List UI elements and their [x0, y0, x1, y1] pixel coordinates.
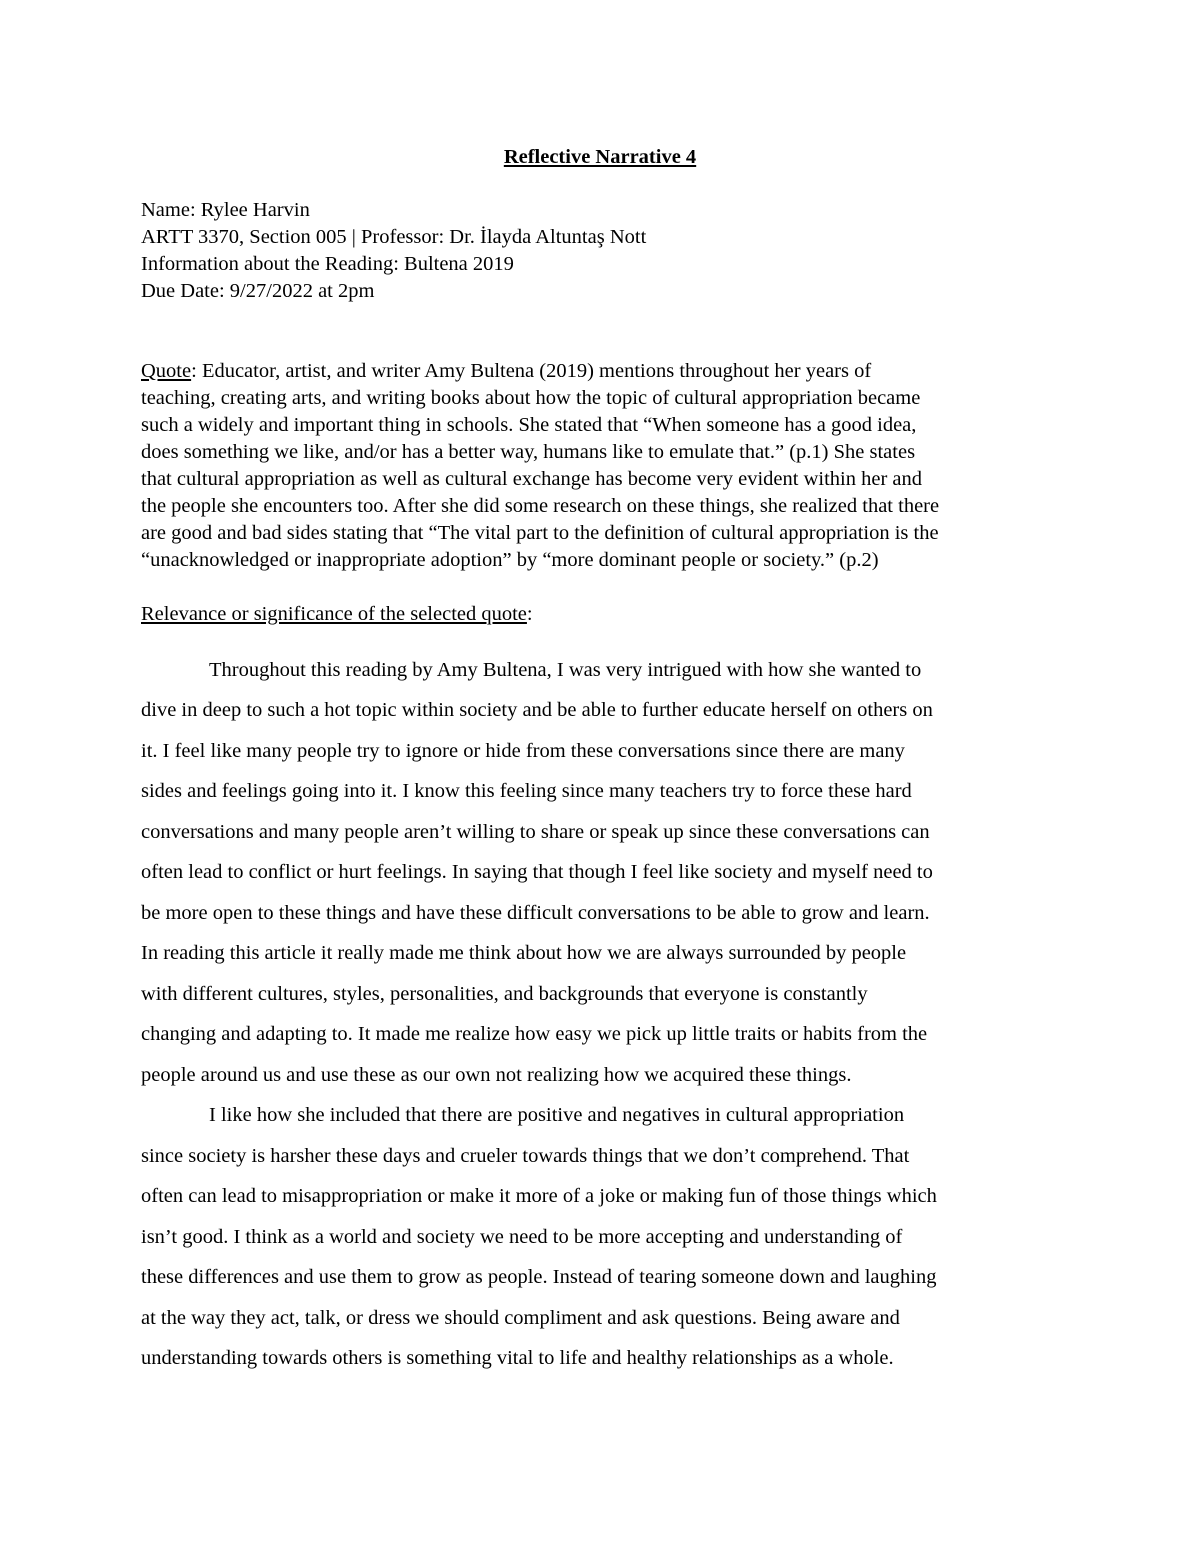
quote-line: the people she encounters too. After she did some research on these things, she realized that there — [141, 495, 940, 517]
body-line: these differences and use them to grow as people. Instead of tearing someone down and laughing — [141, 1266, 937, 1288]
body-line: since society is harsher these days and crueler towards things that we don’t comprehend. That — [141, 1145, 910, 1167]
quote-line: that cultural appropriation as well as cultural exchange has become very evident within her and — [141, 468, 922, 490]
header-course-line: ARTT 3370, Section 005 | Professor: Dr. İlayda Altuntaş Nott — [141, 226, 647, 248]
quote-label: Quote — [141, 360, 192, 382]
header-name-line: Name: Rylee Harvin — [141, 199, 310, 221]
relevance-heading — [141, 601, 1061, 627]
quote-line: teaching, creating arts, and writing books about how the topic of cultural appropriation became — [141, 387, 921, 409]
body-line: with different cultures, styles, personalities, and backgrounds that everyone is constantly — [141, 983, 868, 1005]
body-line: be more open to these things and have these difficult conversations to be able to grow and learn. — [141, 902, 930, 924]
body-line: often can lead to misappropriation or make it more of a joke or making fun of those things which — [141, 1185, 937, 1207]
quote-line: are good and bad sides stating that “The vital part to the definition of cultural appropriation is the — [141, 522, 939, 544]
body-line: people around us and use these as our own not realizing how we acquired these things. — [141, 1064, 852, 1086]
body-line: often lead to conflict or hurt feelings. In saying that though I feel like society and myself need to — [141, 861, 933, 883]
quote-text-first: Educator, artist, and writer Amy Bultena (2019) mentions throughout her years of — [196, 360, 872, 382]
quote-label-suffix: : — [191, 360, 197, 382]
body-line: In reading this article it really made me think about how we are always surrounded by people — [141, 942, 907, 964]
body-line: at the way they act, talk, or dress we should compliment and ask questions. Being aware and — [141, 1307, 900, 1329]
header-reading-line: Information about the Reading: Bultena 2019 — [141, 253, 514, 275]
body-line: understanding towards others is something vital to life and healthy relationships as a whole. — [141, 1347, 894, 1369]
body-line: Throughout this reading by Amy Bultena, I was very intrigued with how she wanted to — [209, 659, 922, 681]
relevance-heading-suffix: : — [526, 603, 533, 625]
relevance-heading-text: Relevance or significance of the selected quote — [141, 603, 527, 625]
body-line: I like how she included that there are positive and negatives in cultural appropriation — [209, 1104, 905, 1126]
document-title: Reflective Narrative 4 — [503, 146, 697, 168]
body-line: it. I feel like many people try to ignore or hide from these conversations since there are many — [141, 740, 905, 762]
quote-line: such a widely and important thing in schools. She stated that “When someone has a good idea, — [141, 414, 917, 436]
quote-line — [141, 358, 1061, 384]
header-due-date-line: Due Date: 9/27/2022 at 2pm — [141, 280, 375, 302]
body-line: dive in deep to such a hot topic within society and be able to further educate herself on others on — [141, 699, 933, 721]
body-line: isn’t good. I think as a world and society we need to be more accepting and understanding of — [141, 1226, 903, 1248]
quote-line: does something we like, and/or has a better way, humans like to emulate that.” (p.1) She states — [141, 441, 916, 463]
body-line: conversations and many people aren’t willing to share or speak up since these conversations can — [141, 821, 930, 843]
body-line: changing and adapting to. It made me realize how easy we pick up little traits or habits from the — [141, 1023, 928, 1045]
body-line: sides and feelings going into it. I know this feeling since many teachers try to force these hard — [141, 780, 912, 802]
quote-line: “unacknowledged or inappropriate adoption” by “more dominant people or society.” (p.2) — [141, 549, 879, 571]
